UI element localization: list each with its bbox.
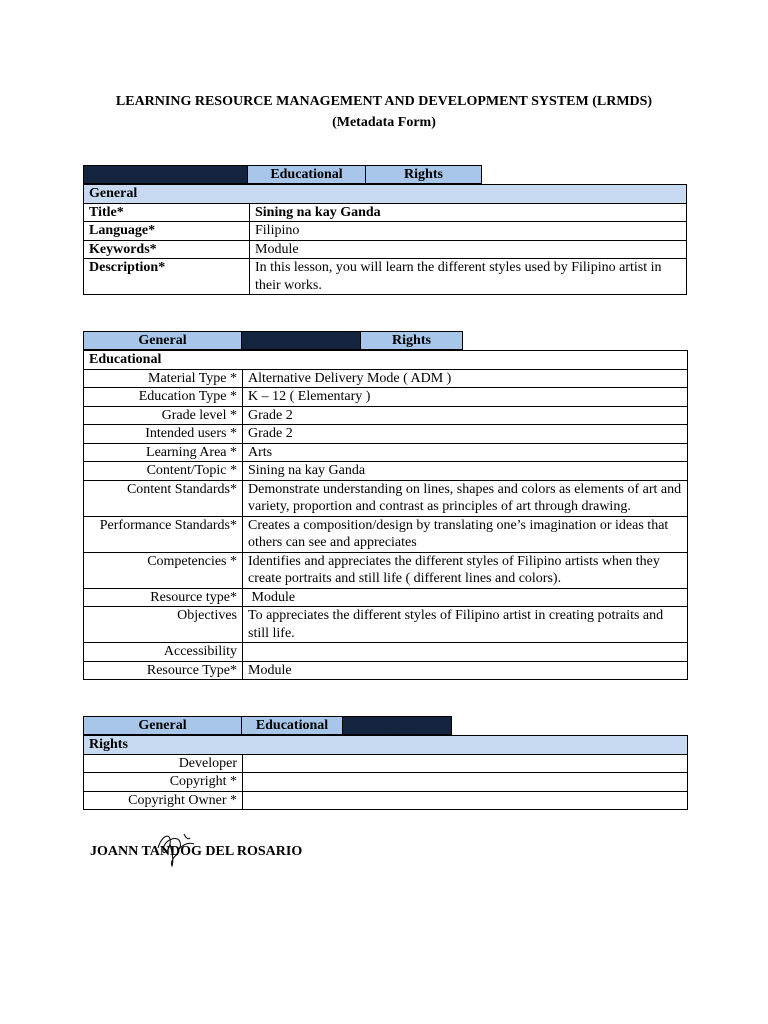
resource-type-2-label: Resource Type*: [84, 661, 243, 680]
language-value: Filipino: [250, 222, 687, 241]
developer-label: Developer: [84, 754, 243, 773]
competencies-label: Competencies *: [84, 552, 243, 588]
content-standards-label: Content Standards*: [84, 480, 243, 516]
description-label: Description*: [84, 259, 250, 295]
section-educational-tabs: [83, 331, 463, 350]
material-type-label: Material Type *: [84, 369, 243, 388]
keywords-value: Module: [250, 240, 687, 259]
copyright-owner-value: [243, 791, 688, 810]
tab-educational[interactable]: Educational: [248, 165, 366, 184]
competencies-value: Identifies and appreciates the different styles of Filipino artists when they create portraits and still life ( different lines and colors).: [243, 552, 688, 588]
table-row: [84, 588, 688, 607]
table-row: [84, 406, 688, 425]
general-table: [83, 184, 687, 295]
objectives-value: To appreciates the different styles of Filipino artist in creating potraits and still life.: [243, 607, 688, 643]
table-row: [84, 240, 687, 259]
description-value: In this lesson, you will learn the different styles used by Filipino artist in their works.: [250, 259, 687, 295]
tab-general[interactable]: General: [83, 165, 248, 184]
resource-type-label: Resource type*: [84, 588, 243, 607]
material-type-value: Alternative Delivery Mode ( ADM ): [243, 369, 688, 388]
resource-type-value: Module: [243, 588, 688, 607]
table-row: [84, 462, 688, 481]
table-row: [84, 643, 688, 662]
objectives-label: Objectives: [84, 607, 243, 643]
performance-standards-label: Performance Standards*: [84, 516, 243, 552]
section-general-tabs: [83, 165, 482, 184]
signatory-name: JOANN TANDOG DEL ROSARIO: [90, 844, 303, 859]
tab-educational[interactable]: Educational: [242, 331, 361, 350]
resource-type-2-value: Module: [243, 661, 688, 680]
title-value: Sining na kay Ganda: [250, 203, 687, 222]
accessibility-label: Accessibility: [84, 643, 243, 662]
rights-header: Rights: [84, 736, 688, 755]
performance-standards-value: Creates a composition/design by translating one’s imagination or ideas that others can see and appreciates: [243, 516, 688, 552]
grade-level-value: Grade 2: [243, 406, 688, 425]
form-title: LEARNING RESOURCE MANAGEMENT AND DEVELOPMENT SYSTEM (LRMDS): [115, 94, 653, 109]
learning-area-value: Arts: [243, 443, 688, 462]
language-label: Language*: [84, 222, 250, 241]
copyright-owner-label: Copyright Owner *: [84, 791, 243, 810]
table-row: [84, 443, 688, 462]
table-row: [84, 754, 688, 773]
learning-area-label: Learning Area *: [84, 443, 243, 462]
title-label: Title*: [84, 203, 250, 222]
tab-general[interactable]: General: [83, 331, 242, 350]
copyright-label: Copyright *: [84, 773, 243, 792]
form-subtitle: (Metadata Form): [332, 115, 436, 130]
education-type-value: K – 12 ( Elementary ): [243, 388, 688, 407]
tab-general[interactable]: General: [83, 716, 242, 735]
table-row: [84, 773, 688, 792]
table-row: [84, 661, 688, 680]
intended-users-label: Intended users *: [84, 425, 243, 444]
keywords-label: Keywords*: [84, 240, 250, 259]
copyright-value: [243, 773, 688, 792]
grade-level-label: Grade level *: [84, 406, 243, 425]
content-topic-value: Sining na kay Ganda: [243, 462, 688, 481]
table-row: [84, 222, 687, 241]
developer-value: [243, 754, 688, 773]
table-row: [84, 259, 687, 295]
educational-table: [83, 350, 688, 680]
section-rights-tabs: [83, 716, 452, 735]
tab-educational[interactable]: Educational: [242, 716, 343, 735]
table-row: [84, 607, 688, 643]
table-row: [84, 791, 688, 810]
table-row: [84, 552, 688, 588]
table-row: [84, 369, 688, 388]
accessibility-value: [243, 643, 688, 662]
educational-header: Educational: [84, 351, 688, 370]
content-topic-label: Content/Topic *: [84, 462, 243, 481]
table-row: [84, 425, 688, 444]
content-standards-value: Demonstrate understanding on lines, shapes and colors as elements of art and variety, proportion and contrast as principles of art through drawing.: [243, 480, 688, 516]
tab-rights[interactable]: Rights: [343, 716, 452, 735]
table-row: [84, 516, 688, 552]
rights-table: [83, 735, 688, 810]
intended-users-value: Grade 2: [243, 425, 688, 444]
general-header: General: [84, 185, 687, 204]
table-row: [84, 203, 687, 222]
tab-rights[interactable]: Rights: [366, 165, 482, 184]
tab-rights[interactable]: Rights: [361, 331, 463, 350]
education-type-label: Education Type *: [84, 388, 243, 407]
table-row: [84, 480, 688, 516]
table-row: [84, 388, 688, 407]
